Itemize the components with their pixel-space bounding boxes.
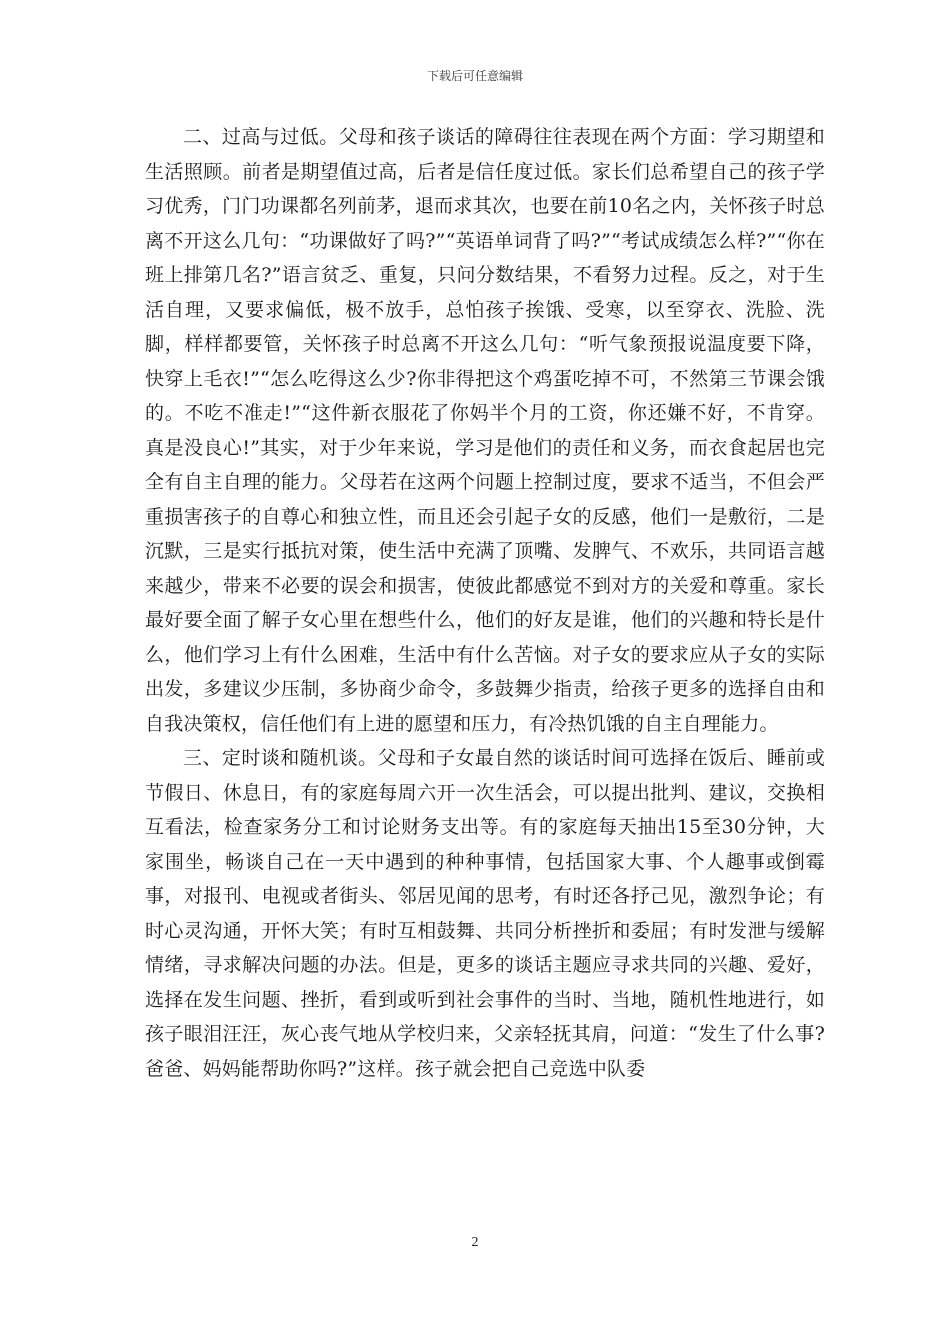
document-body [145, 120, 825, 1086]
paragraph-section-3: 三、定时谈和随机谈。父母和子女最自然的谈话时间可选择在饭后、睡前或节假日、休息日，有的家庭每周六开一次生活会，可以提出批判、建议，交换相互看法，检查家务分工和讨论财务支出等。有的家庭每天抽出15至30分钟，大家围坐，畅谈自己在一天中遇到的种种事情，包括国家大事、个人趣事或倒霉事，对报刊、电视或者街头、邻居见闻的思考，有时还各抒己见，激烈争论；有时心灵沟通，开怀大笑；有时互相鼓舞、共同分析挫折和委屈；有时发泄与缓解情绪，寻求解决问题的办法。但是，更多的谈话主题应寻求共同的兴趣、爱好，选择在发生问题、挫折，看到或听到社会事件的当时、当地，随机性地进行，如孩子眼泪汪汪，灰心丧气地从学校归来，父亲轻抚其肩，问道：“发生了什么事?爸爸、妈妈能帮助你吗?”这样。孩子就会把自己竞选中队委 [145, 747, 825, 1080]
paragraph-section-2: 二、过高与过低。父母和孩子谈话的障碍往往表现在两个方面：学习期望和生活照顾。前者是期望值过高，后者是信任度过低。家长们总希望自己的孩子学习优秀，门门功课都名列前茅，退而求其次，也要在前10名之内，关怀孩子时总离不开这么几句：“功课做好了吗?”“英语单词背了吗?”“考试成绩怎么样?”“你在班上排第几名?”语言贫乏、重复，只问分数结果，不看努力过程。反之，对于生活自理，又要求偏低，极不放手，总怕孩子挨饿、受寒，以至穿衣、洗脸、洗脚，样样都要管，关怀孩子时总离不开这么几句：“听气象预报说温度要下降，快穿上毛衣!”“怎么吃得这么少?你非得把这个鸡蛋吃掉不可，不然第三节课会饿的。不吃不准走!”“这件新衣服花了你妈半个月的工资，你还嫌不好，不肯穿。真是没良心!”其实，对于少年来说，学习是他们的责任和义务，而衣食起居也完全有自主自理的能力。父母若在这两个问题上控制过度，要求不适当，不但会严重损害孩子的自尊心和独立性，而且还会引起子女的反感，他们一是敷衍，二是沉默，三是实行抵抗对策，使生活中充满了顶嘴、发脾气、不欢乐，共同语言越来越少，带来不必要的误会和损害，使彼此都感觉不到对方的关爱和尊重。家长最好要全面了解子女心里在想些什么，他们的好友是谁，他们的兴趣和特长是什么，他们学习上有什么困难，生活中有什么苦恼。对子女的要求应从子女的实际出发，多建议少压制，多协商少命令，多鼓舞少指责，给孩子更多的选择自由和自我决策权，信任他们有上进的愿望和压力，有冷热饥饿的自主自理能力。 [145, 126, 825, 735]
page-number: 2 [471, 1235, 479, 1250]
page-header: 下载后可任意编辑 [426, 69, 523, 83]
